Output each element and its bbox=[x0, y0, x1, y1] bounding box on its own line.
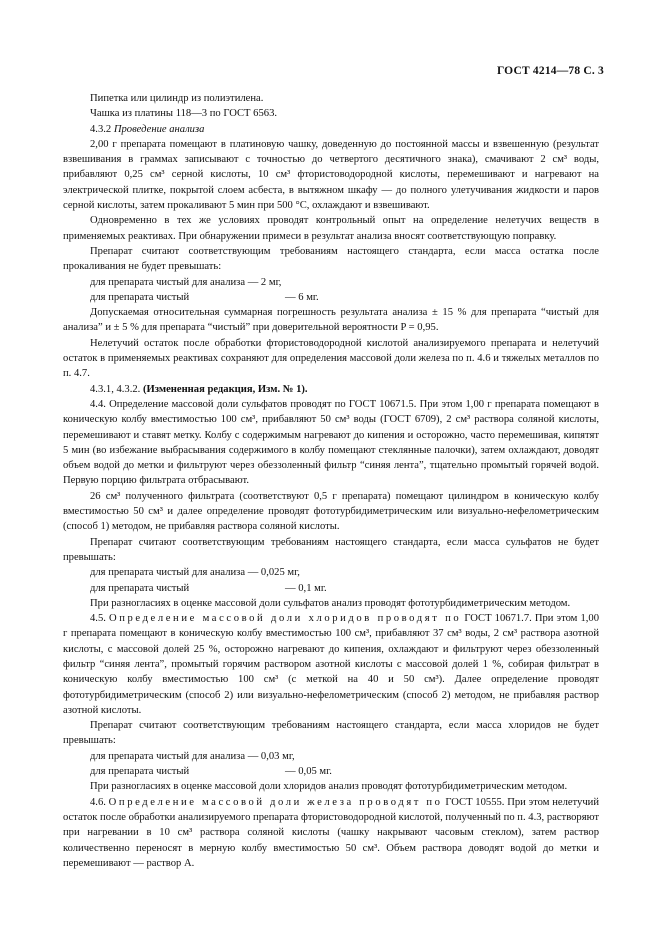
clause-number: 4.6. bbox=[90, 796, 106, 808]
paragraph-iron bbox=[63, 795, 599, 871]
limit-label: для препарата чистый bbox=[90, 766, 190, 778]
limit-row bbox=[63, 764, 599, 779]
paragraph-sulfates-filtrate: 26 см³ полученного фильтрата (соответствуют 0,5 г препарата) помещают цилиндром в коническую колбу вместимостью 50 см³ и далее определение проводят фототурбидиметрическим или визуально-нефелометрическим (способ 1) методом, не прибавляя раствора соляной кислоты. bbox=[63, 490, 599, 533]
limit-label: для препарата чистый bbox=[90, 291, 190, 303]
equipment-line-pipette: Пипетка или цилиндр из полиэтилена. bbox=[90, 93, 264, 104]
limit-label: для препарата чистый для анализа — 0,025 мг, bbox=[90, 567, 300, 579]
limit-row bbox=[63, 581, 599, 596]
amendment-text: (Измененная редакция, Изм. № 1). bbox=[142, 383, 308, 395]
clause-number: 4.5. bbox=[90, 613, 106, 625]
paragraph-sulfates: 4.4. Определение массовой доли сульфатов проводят по ГОСТ 10671.5. При этом 1,00 г препарата помещают в коническую колбу вместимостью 100 см³, прибавляют 50 см³ воды (ГОСТ 6709), 2 см³ раствора соляной кислоты, перемешивают и ставят метку. Колбу с содержимым нагревают до кипения и осторожно, часто перемешивая, кипятят 5 мин (во избежание выбрасывания содержимого в колбу помещают стеклянные палочки), затем охлаждают, доводят объем водой до метки и фильтруют через обеззоленный фильтр “синяя лента”, тщательно промытый горячей водой. Первую порцию фильтрата отбрасывают. bbox=[63, 398, 599, 487]
paragraph-chlorides-requirement: Препарат считают соответствующим требованиям настоящего стандарта, если масса хлоридов не будет превышать: bbox=[63, 720, 599, 747]
document-body bbox=[63, 91, 599, 871]
equipment-line-dish: Чашка из платины 118—3 по ГОСТ 6563. bbox=[90, 108, 278, 120]
limit-row bbox=[63, 749, 599, 764]
paragraph-residue-storage: Нелетучий остаток после обработки фтористоводородной кислотой анализируемого препарата и нелетучий остаток в применяемых реактивах сохраняют для определения массовой доли железа по п. 4.6 и тяжелых металлов по п. 4.7. bbox=[63, 337, 599, 380]
clause-title: Определение массовой доли хлоридов проводят по bbox=[108, 613, 462, 625]
limit-row bbox=[63, 565, 599, 580]
paragraph-residue-requirement: Препарат считают соответствующим требованиям настоящего стандарта, если масса остатка после прокаливания не будет превышать: bbox=[63, 245, 599, 273]
paragraph-chlorides bbox=[63, 611, 599, 718]
limit-value: — 0,1 мг. bbox=[285, 582, 327, 594]
limit-row bbox=[63, 275, 599, 290]
limit-row bbox=[63, 290, 599, 305]
paragraph-chlorides-dispute: При разногласиях в оценке массовой доли хлоридов анализ проводят фототурбидиметрическим методом. bbox=[90, 781, 568, 793]
limit-label: для препарата чистый для анализа — 2 мг, bbox=[90, 276, 282, 288]
clause-title: Определение массовой доли железа проводят по bbox=[108, 796, 443, 808]
section-number: 4.3.2 bbox=[90, 123, 112, 135]
amendment-note bbox=[63, 382, 599, 397]
page-header: ГОСТ 4214—78 С. 3 bbox=[496, 65, 604, 77]
section-title: Проведение анализа bbox=[113, 123, 205, 135]
limit-value: — 6 мг. bbox=[285, 291, 319, 303]
paragraph-control-test: Одновременно в тех же условиях проводят контрольный опыт на определение нелетучих веществ в применяемых реактивах. При обнаружении примеси в результат анализа вносят соответствующую поправку. bbox=[63, 215, 599, 242]
section-heading-4-3-2 bbox=[63, 122, 599, 137]
paragraph-error: Допускаемая относительная суммарная погрешность результата анализа ± 15 % для препарата “чистый для анализа” и ± 5 % для препарата “чистый” при доверительной вероятности P = 0,95. bbox=[63, 307, 599, 334]
paragraph-sulfates-dispute: При разногласиях в оценке массовой доли сульфатов анализ проводят фототурбидиметрическим методом. bbox=[90, 597, 571, 609]
limit-label: для препарата чистый для анализа — 0,03 мг, bbox=[90, 750, 295, 762]
clause-text: ГОСТ 10555. При этом нелетучий остаток после обработки анализируемого препарата фтористоводородной кислотой, полученный по п. 4.3, растворяют при нагревании в 10 см³ раствора соляной кислоты (чашку накрывают часовым стеклом), затем раствор количественно переносят в мерную колбу вместимостью 50 см³. Объем раствора доводят водой до метки и перемешивают — раствор А. bbox=[63, 796, 600, 869]
paragraph-procedure: 2,00 г препарата помещают в платиновую чашку, доведенную до постоянной массы и взвешенную (результат взвешивания в граммах записывают с точностью до четвертого десятичного знака), смачивают 2 см³ воды, прибавляют 0,25 см³ серной кислоты, 10 см³ фтористоводородной кислоты, перемешивают и нагревают на электрической плитке, покрытой слоем асбеста, в вытяжном шкафу — до полного улетучивания жидкости и паров серной кислоты, затем прокаливают 5 мин при 500 °С, охлаждают и взвешивают. bbox=[63, 138, 599, 212]
limit-label: для препарата чистый bbox=[90, 582, 190, 594]
limit-value: — 0,05 мг. bbox=[285, 766, 332, 778]
clause-text: ГОСТ 10671.7. При этом 1,00 г препарата помещают в коническую колбу вместимостью 100 см³, прибавляют 37 см³ воды, 2 см³ раствора азотной кислоты, с массовой долей 25 %, осторожно нагревают до кипения, охлаждают и фильтруют через обеззоленный фильтр “синяя лента”, промытый горячим раствором азотной кислоты с массовой долей 1 %, собирая фильтрат в коническую колбу вместимостью 100 см³ (с меткой на 40 и 50 см³). Далее определение проводят фототурбидиметрическим (способ 2) или визуально-нефелометрическим (способ 2) методом, не прибавляя раствор азотной кислоты. bbox=[63, 613, 600, 716]
amendment-sections: 4.3.1, 4.3.2. bbox=[90, 383, 141, 395]
paragraph-sulfates-requirement: Препарат считают соответствующим требованиям настоящего стандарта, если масса сульфатов не будет превышать: bbox=[63, 536, 599, 563]
